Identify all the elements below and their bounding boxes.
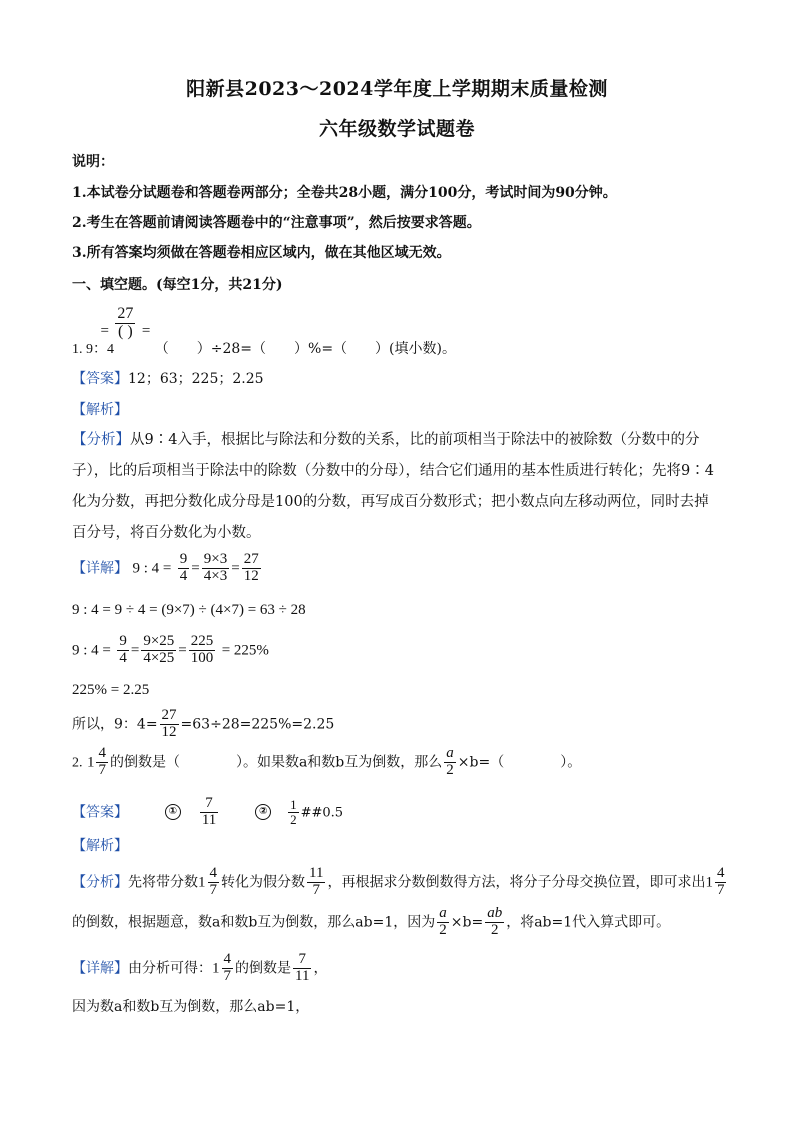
instruction-item-2: 2.考生在答题前请阅读答题卷中的“注意事项”，然后按要求答题。 — [72, 215, 481, 231]
whole: 1 — [198, 874, 206, 891]
instructions-label: 说明： — [72, 154, 114, 170]
num: 9 — [119, 633, 127, 649]
q1-number: 1. 9：4 — [72, 342, 114, 358]
q2-analysis-tag: 【分析】 — [72, 874, 128, 891]
q1-detail-line-1: 【详解】 9 : 4 = $\frac{9}{4}$ = $\frac{9\times 3}{4\times 3}$ = $\frac{27}{12}$ — [72, 551, 259, 584]
num: 1 — [290, 797, 297, 813]
q1-conc-frac — [160, 708, 179, 741]
section-heading-fill-blank: 一、填空题。(每空1分，共21分) — [72, 277, 283, 293]
num: 9×25 — [143, 633, 175, 649]
q2-answer-2-tail: ##0.5 — [300, 805, 344, 821]
num: 9×3 — [203, 551, 228, 567]
q1-answer-value: 12；63；225；2.25 — [128, 371, 264, 387]
q1-answer — [72, 369, 264, 389]
q1-d1-frac-1 — [178, 552, 190, 585]
q2-detail-tag: 【详解】 — [72, 960, 128, 977]
q1-d3-frac-1 — [117, 634, 129, 667]
den: 2 — [490, 921, 499, 938]
q1-analysis — [72, 425, 722, 549]
num: 4 — [716, 865, 725, 881]
frac — [307, 866, 325, 899]
q2-text-1: 的倒数是（ ）。如果数a和数b互为倒数，那么 — [109, 754, 443, 771]
num: a — [446, 745, 454, 761]
den: 2 — [446, 761, 454, 778]
den: 12 — [161, 723, 177, 740]
mixed-number — [705, 866, 728, 899]
answer-marker-1: ① — [165, 804, 181, 820]
den: 12 — [243, 567, 259, 584]
q1-d1-lhs: 9 : 4 = — [132, 560, 172, 577]
whole: 1 — [86, 754, 95, 771]
text: ， — [313, 960, 328, 977]
den: 7 — [312, 881, 320, 898]
text: ，再根据求分数倒数得方法，将分子分母交换位置，即可求出 — [327, 874, 706, 891]
den: 11 — [295, 967, 310, 984]
text: ，将ab=1代入算式即可。 — [506, 914, 671, 931]
frac — [208, 866, 220, 899]
q1-analysis-tag: 【分析】 — [72, 432, 130, 448]
den: 4 — [179, 567, 188, 584]
q1-d3-lhs: 9 : 4 = — [72, 642, 111, 659]
text: 的倒数，根据题意，数a和数b互为倒数，那么ab=1，因为 — [72, 914, 436, 931]
q1-d3-frac-3 — [189, 634, 216, 667]
frac — [222, 952, 234, 985]
instruction-item-1: 1.本试卷分试题卷和答题卷两部分；全卷共28小题，满分100分，考试时间为90分钟。 — [72, 185, 617, 201]
num: 225 — [190, 633, 214, 649]
q1-tail: （ ）÷28=（ ）%=（ ）(填小数)。 — [154, 341, 456, 358]
q1-d3-frac-2 — [141, 634, 176, 667]
page-subtitle: 六年级数学试题卷 — [318, 118, 475, 140]
q1-detail-line-4: 225% = 2.25 — [72, 682, 150, 698]
q2-answer-1 — [200, 796, 218, 829]
q1-eq-2: = — [141, 323, 151, 340]
q1-frac-num: 27 — [117, 305, 134, 322]
q1-jiexi-tag: 【解析】 — [72, 402, 128, 418]
mixed-number — [198, 866, 221, 899]
den: 2 — [439, 921, 447, 938]
num: 7 — [293, 952, 311, 969]
q1-answer-tag: 【答案】 — [72, 371, 128, 387]
num: 4 — [98, 745, 106, 761]
q1-conclusion — [72, 708, 334, 741]
question-1 — [72, 305, 456, 358]
q2-mixed-number — [87, 746, 110, 779]
q1-conc-pre: 所以，9：4= — [72, 716, 158, 733]
num: 4 — [209, 865, 217, 881]
answer-marker-2: ② — [255, 804, 271, 820]
q2-number: 2. — [72, 755, 83, 771]
q1-eq: = — [100, 323, 109, 340]
den: 100 — [190, 649, 214, 666]
page-title: 阳新县2023～2024学年度上学期期末质量检测 — [186, 78, 608, 100]
frac — [293, 952, 311, 985]
den: 11 — [201, 811, 217, 828]
frac — [485, 906, 504, 939]
den: 4×25 — [143, 649, 175, 666]
q1-fraction — [115, 306, 135, 341]
instruction-item-3: 3.所有答案均须做在答题卷相应区域内，做在其他区域无效。 — [72, 245, 451, 261]
text: 由分析可得： — [128, 960, 212, 977]
num: 11 — [309, 865, 324, 881]
q2-answer — [72, 796, 343, 829]
den: 7 — [716, 881, 725, 898]
q1-conc-tail: =63÷28=225%=2.25 — [180, 716, 335, 733]
q2-jiexi-tag: 【解析】 — [72, 838, 128, 854]
q1-detail-line-3: 9 : 4 = $\frac{9}{4}$ = $\frac{9\times 25}{4\times 25}$ = $\frac{225}{100}$ = 225% — [72, 633, 269, 666]
frac — [96, 746, 108, 779]
q2-frac-a2 — [444, 746, 456, 779]
q1-detail-line-2: 9 : 4 = 9 ÷ 4 = (9×7) ÷ (4×7) = 63 ÷ 28 — [72, 602, 306, 618]
num: ab — [487, 905, 503, 921]
text: 的倒数是 — [235, 960, 291, 977]
num: 4 — [223, 951, 231, 967]
q1-d1-frac-3 — [242, 552, 261, 585]
q2-analysis-line-2 — [72, 906, 670, 939]
q2-detail-line-2: 因为数a和数b互为倒数，那么ab=1， — [72, 999, 310, 1015]
den: 7 — [223, 967, 231, 984]
q2-analysis-line-1 — [72, 866, 728, 899]
num: 7 — [200, 796, 218, 813]
text: 先将带分数 — [128, 874, 198, 891]
text: ×b= — [450, 914, 484, 931]
frac — [715, 866, 727, 899]
q1-d3-tail: = 225% — [221, 642, 269, 659]
q1-detail-tag: 【详解】 — [72, 560, 128, 577]
q1-frac-den: ( ) — [118, 322, 133, 340]
den: 4×3 — [203, 567, 228, 584]
question-2 — [72, 746, 581, 779]
q1-analysis-text: 从9∶4入手，根据比与除法和分数的关系，比的前项相当于除法中的被除数（分数中的分子），比的后项相当于除法中的除数（分数中的分母），结合它们通用的基本性质进行转化；先将9∶4化为分数，再把分数化成分母是100的分数，再写成百分数形式；把小数点向左移动两位，同时去掉百分号，将百分数化为小数。 — [72, 432, 714, 541]
whole: 1 — [705, 874, 713, 891]
whole: 1 — [212, 960, 220, 977]
q2-text-2: ×b=（ ）。 — [457, 754, 582, 771]
den: 7 — [209, 881, 217, 898]
q2-answer-2 — [288, 798, 299, 826]
q2-detail-line-1 — [72, 952, 327, 985]
num: a — [439, 905, 447, 921]
mixed-number — [212, 952, 235, 985]
text: 转化为假分数 — [221, 874, 305, 891]
den: 2 — [290, 811, 297, 827]
q2-answer-tag: 【答案】 — [72, 804, 128, 821]
den: 4 — [119, 649, 127, 666]
num: 27 — [243, 551, 259, 567]
q1-d1-frac-2 — [202, 552, 229, 585]
frac — [437, 906, 449, 939]
den: 7 — [98, 761, 106, 778]
num: 27 — [161, 707, 177, 723]
num: 9 — [179, 551, 188, 567]
